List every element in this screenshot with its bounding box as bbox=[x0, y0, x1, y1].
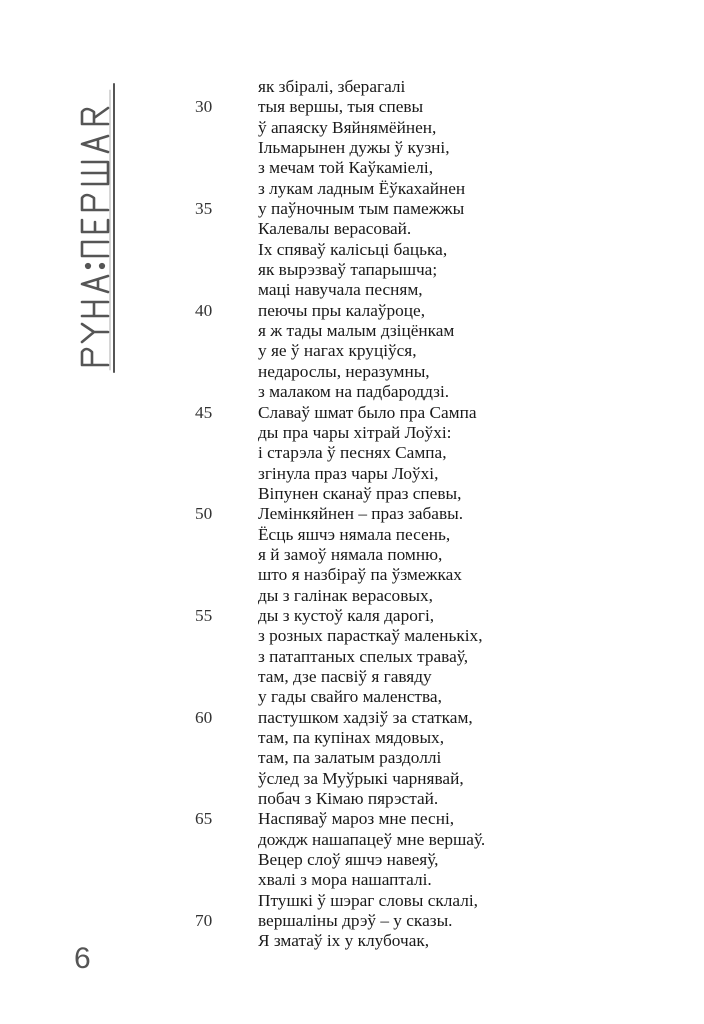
verse-line-text: тыя вершы, тыя спевы bbox=[258, 97, 424, 117]
verse-line-text: недарослы, неразумны, bbox=[258, 361, 430, 381]
verse-line-text: Я зматаў іх у клубочак, bbox=[258, 931, 430, 951]
verse-line-text: вершаліны дрэў – у сказы. bbox=[258, 911, 453, 931]
verse-line-text: Вецер слоў яшчэ навеяў, bbox=[258, 850, 439, 870]
verse-line-text: з розных парасткаў маленькіх, bbox=[258, 626, 483, 646]
line-number: 30 bbox=[195, 97, 213, 117]
line-number: 60 bbox=[195, 707, 213, 727]
verse-line-text: як вырэзваў тапарышча; bbox=[258, 260, 438, 280]
verse-line-text: ў апаяску Вяйнямёйнен, bbox=[258, 117, 437, 137]
verse-line-text: там, па купінах мядовых, bbox=[258, 728, 445, 747]
verse-line-text: што я назбіраў па ўзмежках bbox=[258, 565, 462, 585]
rune-title-lettering bbox=[74, 80, 130, 380]
verse-line-text: Ёсць яшчэ нямала песень, bbox=[258, 524, 451, 544]
verse-line-text: пеючы пры калаўроце, bbox=[258, 300, 426, 320]
verse-line-text: дождж нашапацеў мне вершаў. bbox=[258, 829, 486, 849]
verse-line-text: там, дзе пасвіў я гавяду bbox=[258, 666, 432, 686]
verse-line-text: у гады свайго маленства, bbox=[258, 687, 442, 707]
line-number: 65 bbox=[195, 809, 213, 829]
verse-line-text: Ільмарынен дужы ў кузні, bbox=[258, 138, 450, 158]
verse-line-text: Віпунен сканаў праз спевы, bbox=[258, 483, 462, 503]
verse-line-text: маці навучала песням, bbox=[258, 280, 423, 300]
verse-line-text: хвалі з мора нашапталі. bbox=[258, 870, 432, 890]
verse-line-text: як збіралі, зберагалі bbox=[258, 77, 406, 96]
verse-line-text: Славаў шмат было пра Сампа bbox=[258, 402, 477, 422]
verse-line-text: ды з галінак верасовых, bbox=[258, 585, 433, 605]
verse-line-text: там, па залатым раздоллі bbox=[258, 748, 442, 768]
verse-line-text: ўслед за Муўрыкі чарнявай, bbox=[258, 768, 464, 788]
verse-line-text: Калевалы верасовай. bbox=[258, 219, 412, 239]
verse-line-text: я ж тады малым дзіцёнкам bbox=[258, 321, 455, 341]
verse-line-text: з патаптаных спелых траваў, bbox=[258, 646, 469, 666]
line-number: 40 bbox=[195, 300, 213, 320]
verse-line-text: пастушком хадзіў за статкам, bbox=[258, 707, 473, 727]
line-number: 50 bbox=[195, 504, 213, 524]
verse-line-text: ды з кустоў каля дарогі, bbox=[258, 605, 435, 625]
verse-line-text: і старэла ў песнях Сампа, bbox=[258, 443, 447, 463]
verse-line-text: Наспяваў мароз мне песні, bbox=[258, 809, 455, 829]
line-number: 35 bbox=[195, 199, 213, 219]
line-number: 45 bbox=[195, 402, 213, 422]
verse-line-text: ды пра чары хітрай Лоўхі: bbox=[258, 422, 452, 442]
verse-line-text: Іх спяваў калісьці бацька, bbox=[258, 239, 448, 259]
verse-line-text: побач з Кімаю пярэстай. bbox=[258, 789, 439, 809]
page-number: 6 bbox=[74, 942, 91, 975]
verse-line-text: з мечам той Каўкаміелі, bbox=[258, 158, 434, 178]
line-number: 70 bbox=[195, 911, 213, 931]
verse-line-text: з лукам ладным Ёўкахайнен bbox=[258, 178, 466, 198]
verse-line-text: Лемінкяйнен – праз забавы. bbox=[258, 504, 464, 524]
verse-line-text: згінула праз чары Лоўхі, bbox=[258, 463, 439, 483]
verse-line-text: з малаком на падбароддзі. bbox=[258, 382, 450, 402]
verse-line-text: я й замоў нямала помню, bbox=[258, 544, 443, 564]
chapter-side-title-text bbox=[74, 380, 75, 381]
line-number: 55 bbox=[195, 605, 213, 625]
verse-line-text: у яе ў нагах круціўся, bbox=[258, 341, 417, 361]
chapter-side-title bbox=[74, 80, 130, 380]
verse-line-text: у паўночным тым памежжы bbox=[258, 199, 465, 219]
verse-line-text: Птушкі ў шэраг словы склалі, bbox=[258, 890, 478, 910]
